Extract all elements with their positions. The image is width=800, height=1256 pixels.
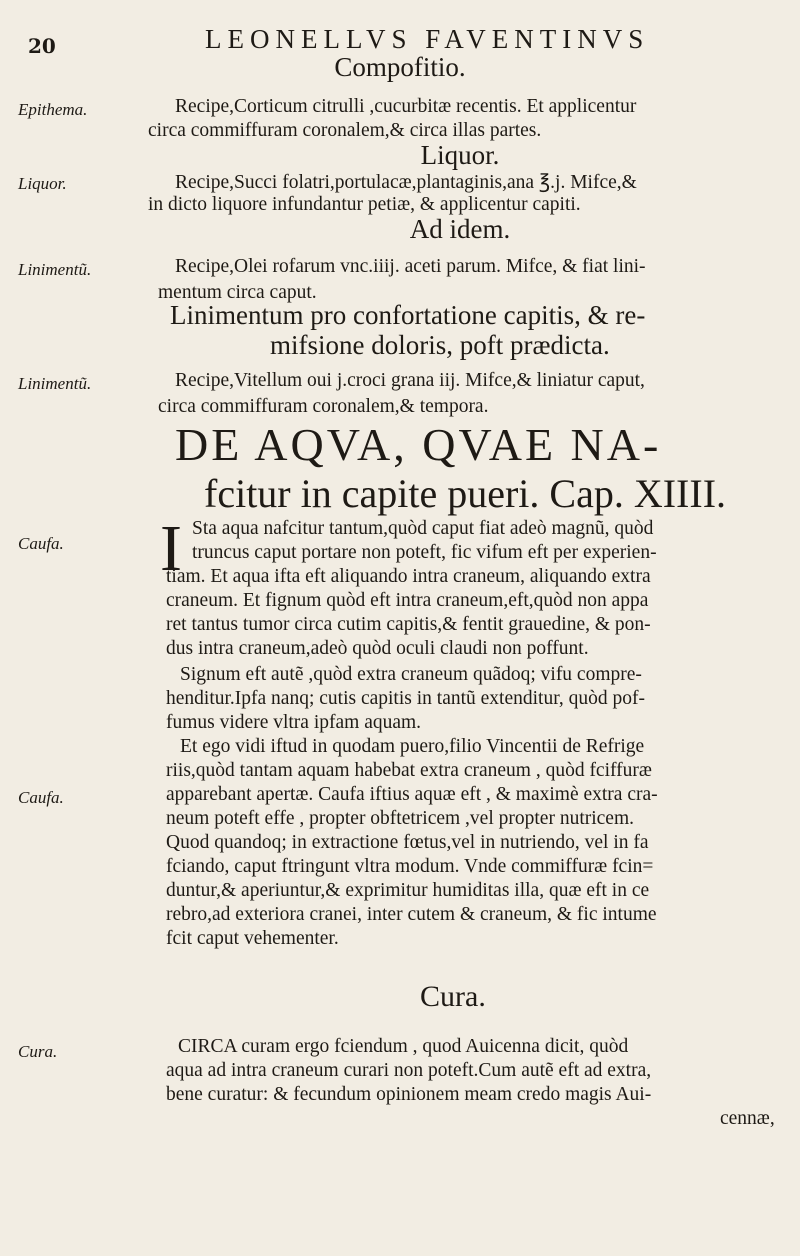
body-line: rebro,ad exteriora cranei, inter cutem & craneum, & fic intume xyxy=(166,904,657,925)
body-line: duntur,& aperiuntur,& exprimitur humiditas illa, quæ eft in ce xyxy=(166,880,650,901)
body-line: Et ego vidi iftud in quodam puero,filio Vincentii de Refrige xyxy=(180,736,645,757)
section-heading-liquor: Liquor. xyxy=(420,140,500,170)
section-heading-compositio: Compofitio. xyxy=(334,52,466,82)
body-line: craneum. Et fignum quòd eft intra craneum,eft,quòd non appa xyxy=(166,590,649,611)
body-line: bene curatur: & fecundum opinionem meam credo magis Aui- xyxy=(166,1084,652,1105)
body-line: fumus videre vltra ipfam aquam. xyxy=(166,712,422,733)
recipe-line: in dicto liquore infundantur petiæ, & applicentur capiti. xyxy=(148,194,581,215)
body-line: cennæ, xyxy=(720,1108,775,1129)
body-line: fciando, caput ftringunt vltra modum. Vnde commiffuræ fcin= xyxy=(166,856,654,877)
body-line: fcit caput vehementer. xyxy=(166,928,339,949)
recipe-line: Recipe,Olei rofarum vnc.iiij. aceti parum. Mifce, & fiat lini- xyxy=(175,256,646,277)
chapter-title-line-2: fcitur in capite pueri. Cap. XIIII. xyxy=(204,471,727,516)
body-line: Signum eft autẽ ,quòd extra craneum quãdoq; vifu compre- xyxy=(180,664,642,685)
body-line: Sta aqua nafcitur tantum,quòd caput fiat adeò magnũ, quòd xyxy=(192,518,654,539)
section-heading-adidem: Ad idem. xyxy=(409,214,511,244)
recipe-line: mentum circa caput. xyxy=(158,282,317,303)
recipe-line: Recipe,Vitellum oui j.croci grana iij. Mifce,& liniatur caput, xyxy=(175,370,645,391)
body-line: Quod quandoq; in extractione fœtus,vel in nutriendo, vel in fa xyxy=(166,832,649,853)
margin-note-epithema: Epithema. xyxy=(18,100,88,119)
running-head: LEONELLVS FAVENTINVS xyxy=(205,24,650,54)
body-line: apparebant apertæ. Caufa iftius aquæ eft , & maximè extra cra- xyxy=(166,784,658,805)
page-number: 20 xyxy=(28,34,56,58)
chapter-title-line-1: DE AQVA, QVAE NA- xyxy=(175,419,662,470)
liniment-heading-line-1: Linimentum pro confortatione capitis, & re- xyxy=(170,300,646,330)
recipe-line: Recipe,Succi folatri,portulacæ,plantaginis,ana ℥.j. Mifce,& xyxy=(175,172,637,193)
margin-note-causa-2: Caufa. xyxy=(18,788,64,807)
body-line: ret tantus tumor circa cutim capitis,& fentit grauedine, & pon- xyxy=(166,614,651,635)
body-line: CIRCA curam ergo fciendum , quod Auicenna dicit, quòd xyxy=(178,1036,629,1057)
body-line: tiam. Et aqua ifta eft aliquando intra craneum, aliquando extra xyxy=(166,566,651,587)
margin-note-causa-1: Caufa. xyxy=(18,534,64,553)
body-line: dus intra craneum,adeò quòd oculi claudi non poffunt. xyxy=(166,638,589,659)
margin-note-liquor: Liquor. xyxy=(18,174,67,193)
body-line: truncus caput portare non poteft, fic vifum eft per experien- xyxy=(192,542,657,563)
body-line: henditur.Ipfa nanq; cutis capitis in tantũ extenditur, quòd pof- xyxy=(166,688,646,709)
recipe-line: Recipe,Corticum citrulli ,cucurbitæ recentis. Et applicentur xyxy=(175,96,637,117)
recipe-line: circa commiffuram coronalem,& tempora. xyxy=(158,396,489,417)
recipe-line: circa commiffuram coronalem,& circa illas partes. xyxy=(148,120,542,141)
margin-note-linimentum-2: Linimentũ. xyxy=(18,374,92,393)
body-line: aqua ad intra craneum curari non poteft.Cum autẽ eft ad extra, xyxy=(166,1060,652,1081)
body-line: riis,quòd tantam aquam habebat extra craneum , quòd fciffuræ xyxy=(166,760,652,781)
margin-note-linimentum-1: Linimentũ. xyxy=(18,260,92,279)
section-heading-cura: Cura. xyxy=(420,980,486,1013)
drop-cap: I xyxy=(160,512,182,585)
body-line: neum poteft effe , propter obftetricem ,vel propter nutricem. xyxy=(166,808,634,829)
liniment-heading-line-2: mifsione doloris, poft prædicta. xyxy=(270,330,610,360)
margin-note-cura: Cura. xyxy=(18,1042,58,1061)
